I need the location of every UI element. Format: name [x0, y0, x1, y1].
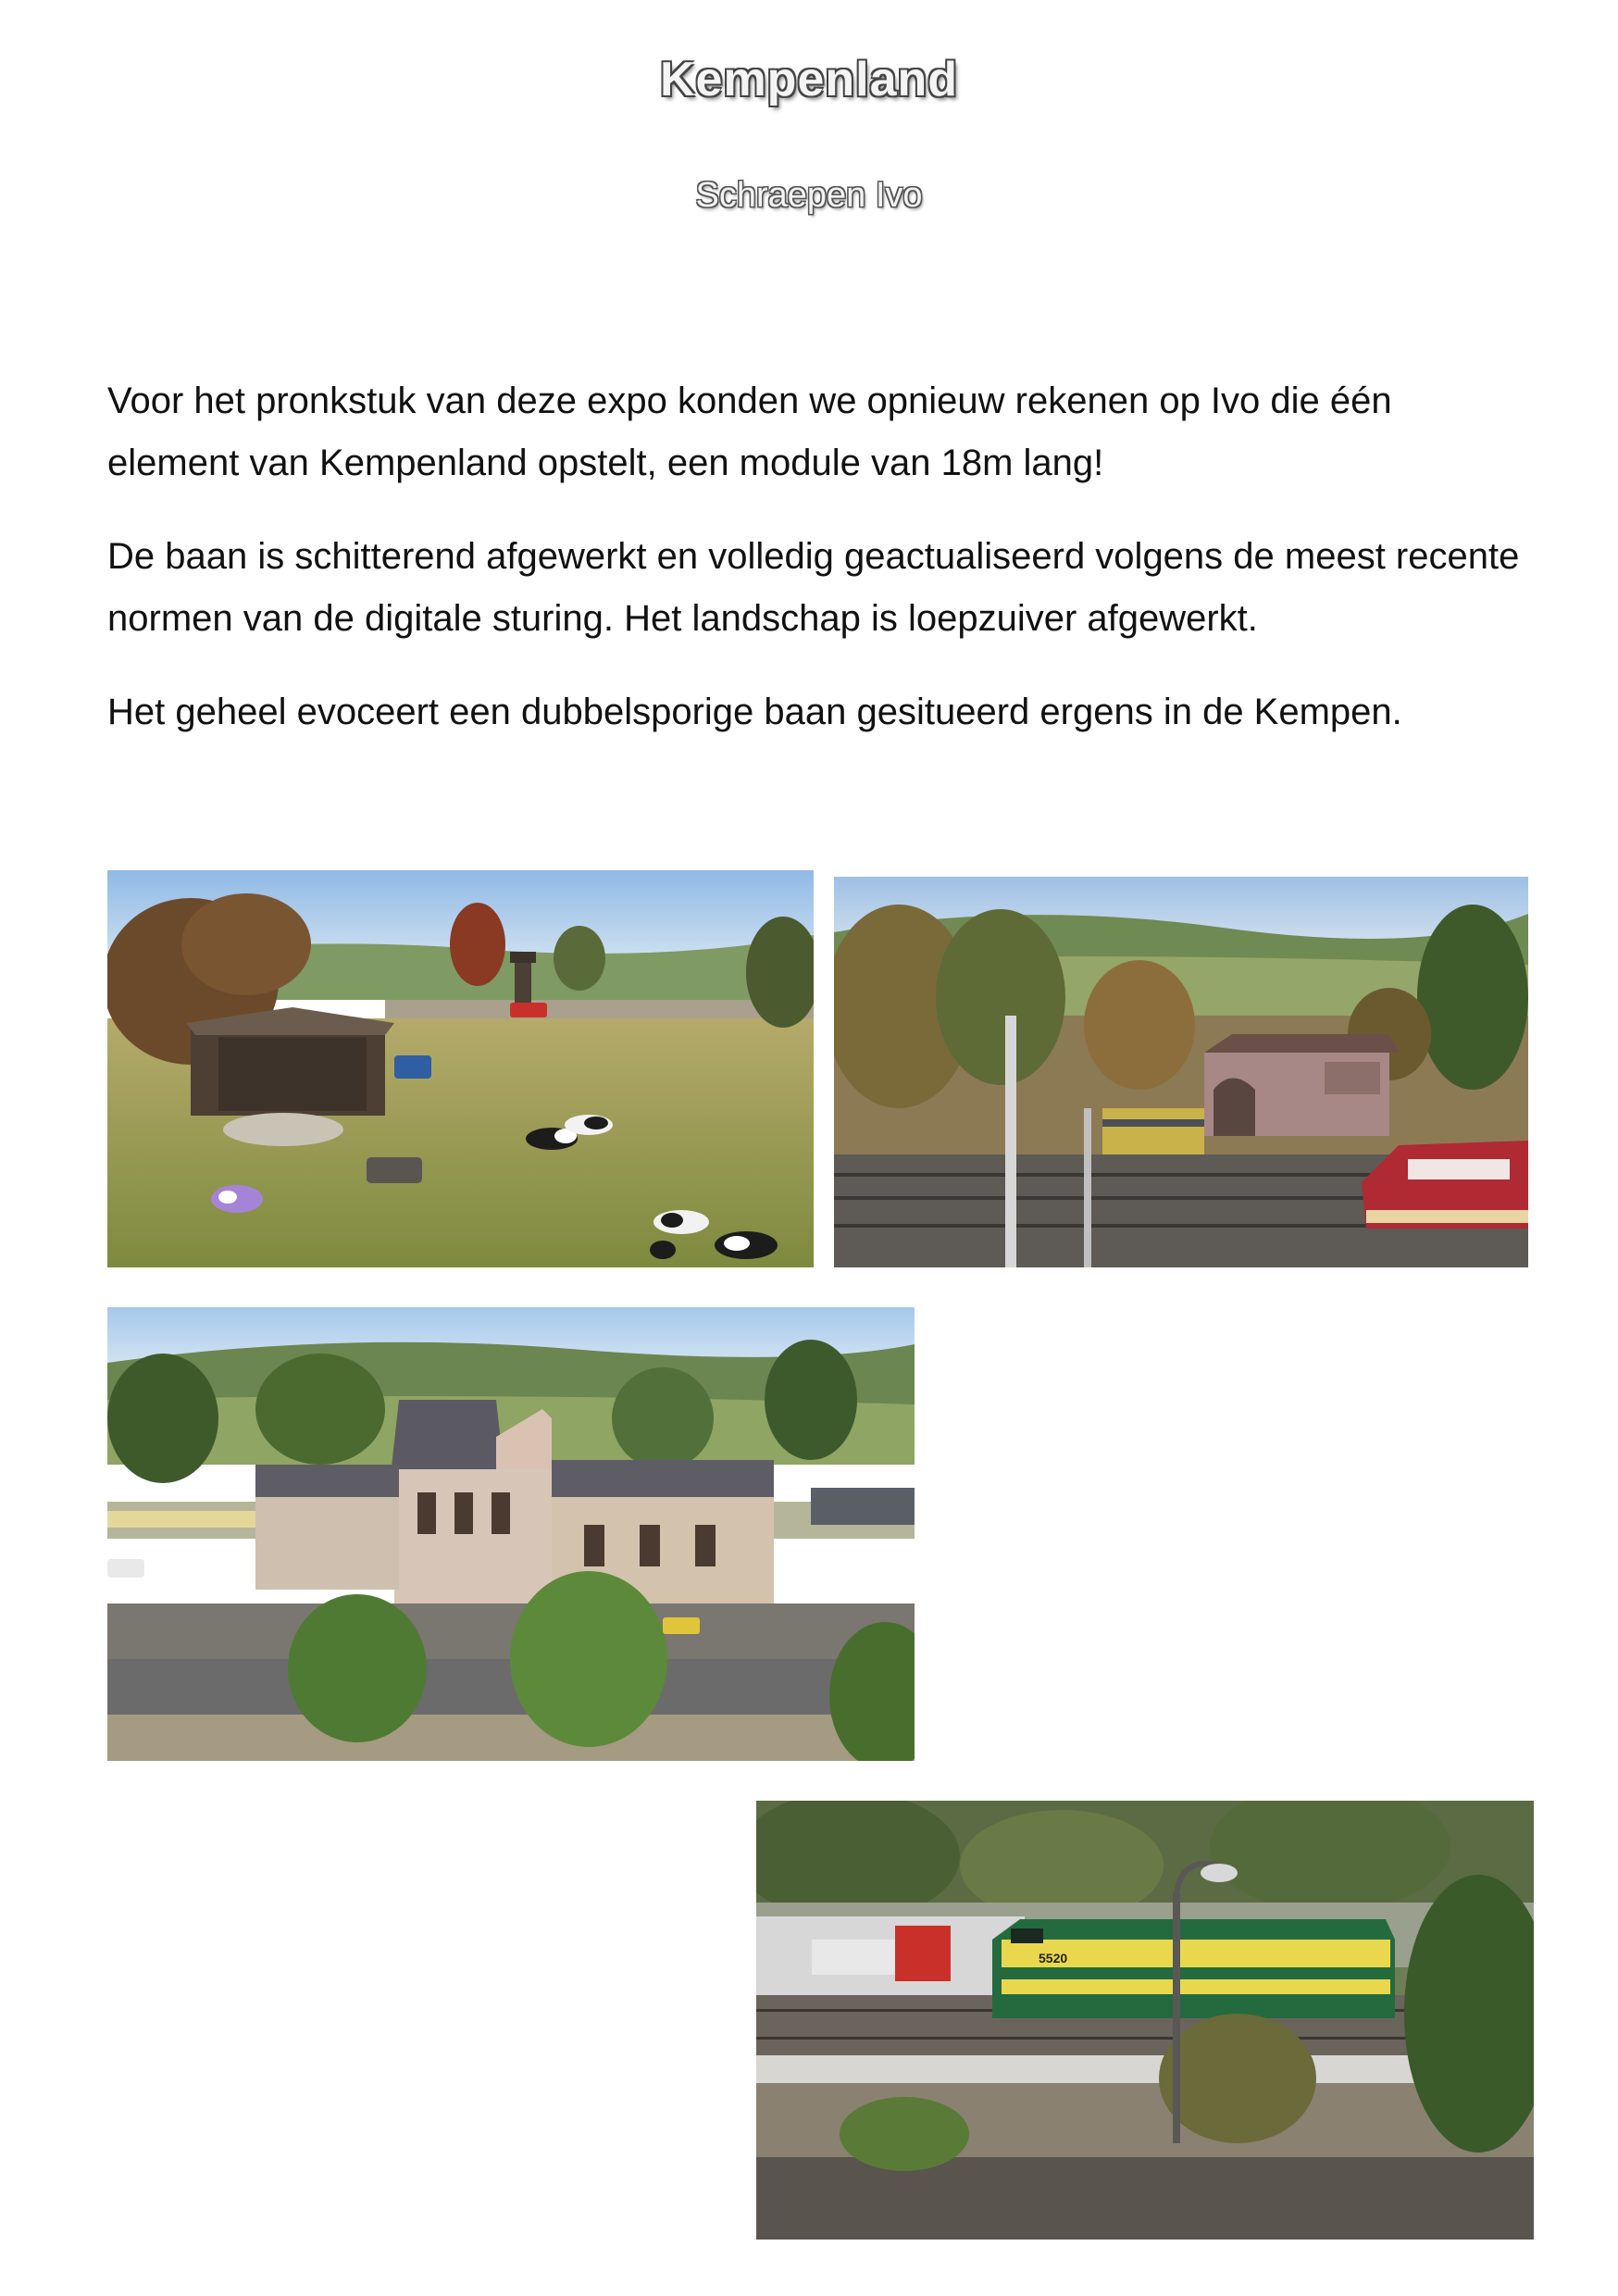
- loco-number-label: 5520: [1039, 1951, 1068, 1965]
- photo-depot-scene: [834, 877, 1528, 1267]
- paragraph-2: De baan is schitterend afgewerkt en volledig geactualiseerd volgens de meest recente normen van de digitale sturing. Het landschap is loepzuiver afgewerkt.: [107, 536, 1520, 639]
- body-text: [107, 370, 1533, 775]
- photo-locomotive-scene: [756, 1801, 1534, 2240]
- photo-station-scene: [107, 1307, 915, 1761]
- photo-farm-scene: [107, 870, 814, 1267]
- paragraph-1: Voor het pronkstuk van deze expo konden we opnieuw rekenen op Ivo die één element van Kempenland opstelt, een module van 18m lang!: [107, 381, 1392, 483]
- page-title: Kempenland: [659, 53, 959, 106]
- author-name: Schraepen Ivo: [695, 176, 923, 215]
- paragraph-3: Het geheel evoceert een dubbelsporige baan gesitueerd ergens in de Kempen.: [107, 692, 1402, 732]
